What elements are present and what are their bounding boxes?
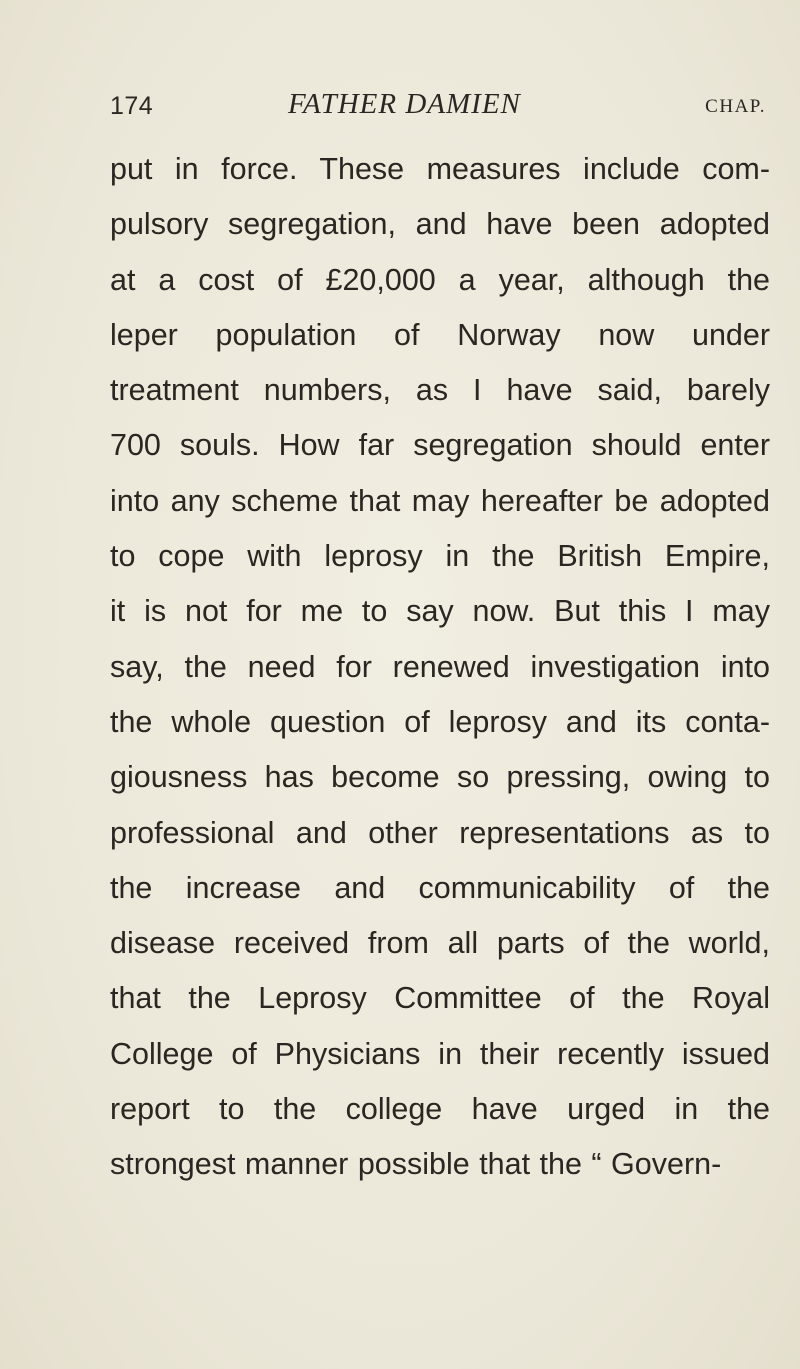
page-number: 174 [110, 92, 154, 120]
text-line: giousness has become so pressing, owing to [110, 760, 770, 795]
text-line: the whole question of leprosy and its conta- [110, 704, 770, 739]
text-line: disease received from all parts of the world, [110, 926, 770, 961]
running-head [110, 88, 766, 128]
text-line: report to the college have urged in the [110, 1092, 770, 1127]
text-line: professional and other representations as to [110, 815, 770, 850]
running-title: FATHER DAMIEN [288, 88, 521, 120]
text-line: strongest manner possible that the “ Govern- [110, 1147, 722, 1182]
text-line: College of Physicians in their recently issued [110, 1036, 770, 1071]
chapter-label: CHAP. [705, 96, 766, 117]
text-line: it is not for me to say now. But this I may [110, 594, 770, 629]
text-line: leper population of Norway now under [110, 317, 770, 352]
text-line: 700 souls. How far segregation should enter [110, 428, 770, 463]
text-line: put in force. These measures include com- [110, 152, 770, 186]
text-line: the increase and communicability of the [110, 870, 770, 905]
text-line: into any scheme that may hereafter be adopted [110, 483, 770, 518]
text-line: pulsory segregation, and have been adopted [110, 207, 770, 242]
text-line: treatment numbers, as I have said, barely [110, 373, 770, 408]
text-line: that the Leprosy Committee of the Royal [110, 981, 770, 1016]
text-line: to cope with leprosy in the British Empire, [110, 539, 770, 574]
body-text [110, 142, 770, 1193]
text-line: say, the need for renewed investigation into [110, 649, 770, 684]
text-line: at a cost of £20,000 a year, although the [110, 262, 770, 297]
